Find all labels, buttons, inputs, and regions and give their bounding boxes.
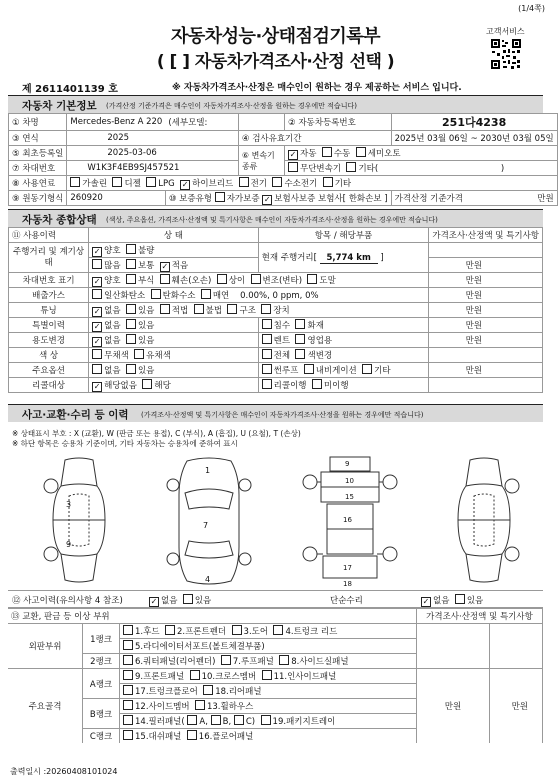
tuning-yes-label: 있음 xyxy=(137,305,155,316)
diagram-number-17: 17 xyxy=(343,564,352,572)
accident-title: 사고·교환·수리 등 이력 xyxy=(22,409,129,421)
color-options xyxy=(89,348,259,363)
diagram-number-15: 15 xyxy=(345,493,354,501)
rent-label: 렌트 xyxy=(273,336,291,346)
checkbox-part-11[interactable] xyxy=(262,670,272,680)
accident-yes-label: 있음 xyxy=(194,596,212,606)
checkbox-color-change[interactable] xyxy=(295,349,305,359)
status-header: 상 태 xyxy=(89,228,259,243)
mileage-label: 주행거리 및 계기상태 xyxy=(9,243,89,273)
checkbox-vin-altered[interactable] xyxy=(251,274,261,284)
pillar-b-label: B, xyxy=(222,717,232,727)
option-none-label: 없음 xyxy=(104,366,121,376)
transmission-label: ⑥ 변속기 종류 xyxy=(238,146,284,176)
checkbox-rent[interactable] xyxy=(262,334,272,344)
status-legend-note: ※ 하단 항목은 승용차 기준이며, 기타 자동차는 승용차에 준하여 표시 xyxy=(12,439,238,448)
checkbox-repair-none[interactable] xyxy=(421,597,431,607)
first-registration-value: 2025-03-06 xyxy=(67,146,238,161)
vin-label: ⑦ 차대번호 xyxy=(9,161,67,176)
price-header: 가격조사·산정액 및 특기사항 xyxy=(429,228,543,243)
car-name-label: ① 차명 xyxy=(9,114,67,131)
main-price: 만원 xyxy=(490,669,543,744)
special-history-options xyxy=(89,318,259,333)
color-full-label: 전체 xyxy=(273,351,291,361)
checkbox-flood[interactable] xyxy=(262,319,272,329)
customer-service-label: 고객서비스 xyxy=(486,27,525,36)
checkbox-diesel[interactable] xyxy=(112,177,122,187)
main-options-options xyxy=(89,363,259,378)
checkbox-electric[interactable] xyxy=(239,177,249,187)
checkbox-vin-mismatch[interactable] xyxy=(217,274,227,284)
page-number: (1/4쪽) xyxy=(518,4,545,13)
part-8-label: 8.사이드실패널 xyxy=(291,657,349,667)
base-price-label: 가격산정 기준가격 xyxy=(394,194,463,204)
checkbox-hydrogen[interactable] xyxy=(272,177,282,187)
manual-label: 수동 xyxy=(333,148,351,159)
mileage-price: 만원 xyxy=(429,258,543,273)
exchange-label: ⑬ 교환, 판금 등 이상 부위 xyxy=(8,609,417,624)
rankC-row xyxy=(120,729,417,744)
special-none-label: 없음 xyxy=(104,320,121,331)
current-mileage-value: 5,774 km xyxy=(320,253,378,264)
other-fuel-label: 기타 xyxy=(334,178,352,189)
engine-type-value: 260920 xyxy=(67,191,165,206)
part-1-label: 1.후드 xyxy=(135,627,160,637)
checkbox-fire[interactable] xyxy=(295,319,305,329)
car-left-side-diagram xyxy=(35,456,123,584)
main-options-items xyxy=(258,363,429,378)
part-12-label: 12.사이드멤버 xyxy=(135,702,190,712)
overall-title: 자동차 종합상태 xyxy=(22,214,97,226)
diagram-number-10: 10 xyxy=(345,477,354,485)
pillar-c-label: C) xyxy=(245,717,256,727)
checkbox-mileage-low[interactable] xyxy=(160,262,170,272)
base-price-unit: 만원 xyxy=(537,194,554,204)
repair-yes-label: 있음 xyxy=(466,596,484,606)
exchange-table xyxy=(8,608,543,743)
overall-table xyxy=(8,227,543,393)
vin-altered-label: 변조(변타) xyxy=(262,275,303,286)
part-13-label: 13.휠하우스 xyxy=(206,702,254,712)
current-mileage-label: 현재 주행거리[ xyxy=(261,253,317,263)
vin-good-label: 양호 xyxy=(104,275,121,286)
checkbox-accident-none[interactable] xyxy=(149,597,159,607)
checkbox-usage-none[interactable] xyxy=(92,337,102,347)
special-price: 만원 xyxy=(429,318,543,333)
checkbox-auto[interactable] xyxy=(288,150,298,160)
option-yes-label: 있음 xyxy=(137,366,155,376)
checkbox-mileage-normal[interactable] xyxy=(126,259,136,269)
checkbox-tuning-none[interactable] xyxy=(92,307,102,317)
rank1-label: 1랭크 xyxy=(83,624,120,654)
other-trans-close: ) xyxy=(498,164,505,174)
checkbox-tuning-illegal[interactable] xyxy=(194,304,204,314)
checkbox-vin-smeared[interactable] xyxy=(307,274,317,284)
checkbox-achromatic[interactable] xyxy=(92,349,102,359)
document-number: 제 2611401139 호 xyxy=(22,84,118,95)
checkbox-option-other[interactable] xyxy=(362,364,372,374)
checkbox-tuning-legal[interactable] xyxy=(160,304,170,314)
insurer-warranty-label: 보험사보증 보험사[ 한화손보 ] xyxy=(274,193,388,204)
outer-panel-label: 외판부위 xyxy=(8,624,83,669)
simple-repair-options xyxy=(421,594,483,607)
part-14-label: 14.필러패널( xyxy=(135,717,185,727)
checkbox-mileage-high[interactable] xyxy=(92,259,102,269)
checkbox-hc[interactable] xyxy=(151,289,161,299)
rankB-row2 xyxy=(120,714,417,729)
fuel-options xyxy=(67,176,557,191)
recall-label: 리콜대상 xyxy=(9,378,89,393)
usage-change-label: 용도변경 xyxy=(9,333,89,348)
diagram-number-9: 9 xyxy=(66,540,72,549)
checkbox-option-none[interactable] xyxy=(92,364,102,374)
color-items xyxy=(258,348,429,363)
checkbox-navigation[interactable] xyxy=(304,364,314,374)
part-6-label: 6.쿼터패널(리어펜더) xyxy=(135,657,216,667)
part-15-label: 15.대쉬패널 xyxy=(135,732,182,742)
checkbox-recall-pending[interactable] xyxy=(312,379,322,389)
diagram-number-3: 3 xyxy=(66,500,72,509)
vin-mismatch-label: 상이 xyxy=(228,275,246,286)
engine-type-label: ⑨ 원동기형식 xyxy=(9,191,67,206)
detail-model-label: (세부모델: xyxy=(165,114,238,131)
tuning-illegal-label: 불법 xyxy=(205,305,223,316)
diesel-label: 디젤 xyxy=(124,178,141,189)
checkbox-mileage-good[interactable] xyxy=(92,247,102,257)
checkbox-manual[interactable] xyxy=(322,147,332,157)
accident-none-label: 없음 xyxy=(161,596,178,606)
simple-repair-label: 단순수리 xyxy=(330,596,363,606)
emission-options xyxy=(89,288,429,303)
part-18-label: 18.리어패널 xyxy=(215,687,262,697)
usage-none-label: 없음 xyxy=(104,335,121,346)
rank1-row1 xyxy=(120,624,417,639)
mileage-low-label: 적음 xyxy=(171,260,189,271)
vin-smeared-label: 도말 xyxy=(319,275,336,286)
hc-label: 탄화수소 xyxy=(162,291,196,301)
gasoline-label: 가솔린 xyxy=(82,178,108,189)
vin-corrosion-label: 부식 xyxy=(137,275,155,286)
rank2-label: 2랭크 xyxy=(83,654,120,669)
chromatic-label: 유채색 xyxy=(146,351,171,361)
main-options-label: 주요옵션 xyxy=(9,363,89,378)
checkbox-other-fuel[interactable] xyxy=(323,177,333,187)
checkbox-recall-na[interactable] xyxy=(92,382,102,392)
rank1-row2 xyxy=(120,639,417,654)
recall-options xyxy=(89,378,259,393)
checkbox-pillar-b[interactable] xyxy=(211,715,221,725)
option-price: 만원 xyxy=(429,363,543,378)
checkbox-part-5[interactable] xyxy=(123,640,133,650)
part-10-label: 10.크로스멤버 xyxy=(201,672,257,682)
checkbox-part-19[interactable] xyxy=(261,715,271,725)
emission-values: 0.00%, 0 ppm, 0% xyxy=(240,291,319,301)
year-label: ③ 연식 xyxy=(9,131,67,146)
checkbox-part-7[interactable] xyxy=(221,655,231,665)
diagram-number-4: 4 xyxy=(205,575,211,584)
checkbox-part-13[interactable] xyxy=(195,700,205,710)
smoke-label: 매연 xyxy=(212,291,230,301)
plate-label: ② 자동차등록번호 xyxy=(285,114,392,131)
vin-price: 만원 xyxy=(429,273,543,288)
vin-mark-options xyxy=(89,273,429,288)
sunroof-label: 썬루프 xyxy=(273,366,299,376)
base-price-cell xyxy=(391,191,557,206)
first-registration-label: ⑤ 최초등록일 xyxy=(9,146,67,161)
checkbox-tuning-yes[interactable] xyxy=(126,304,136,314)
checkbox-co[interactable] xyxy=(92,289,102,299)
usage-price: 만원 xyxy=(429,333,543,348)
transmission-options-row2 xyxy=(285,161,558,176)
checkbox-pillar-a[interactable] xyxy=(187,715,197,725)
checkbox-tuning-device[interactable] xyxy=(261,304,271,314)
print-timestamp: 출력일시 :20260408101024 xyxy=(10,767,118,776)
part-16-label: 16.플로어패널 xyxy=(198,732,254,742)
checkbox-gasoline[interactable] xyxy=(70,177,80,187)
mileage-status-row1 xyxy=(89,243,259,258)
part-9-label: 9.프론트패널 xyxy=(135,672,185,682)
checkbox-lpg[interactable] xyxy=(146,177,156,187)
tuning-structure-label: 구조 xyxy=(239,305,256,316)
basic-info-table xyxy=(8,113,558,206)
page-subtitle: ( [ ] 자동차가격조사·산정 선택 ) xyxy=(156,52,395,72)
items-header: 항목 / 해당부품 xyxy=(258,228,429,243)
main-frame-label: 주요골격 xyxy=(8,669,83,744)
checkbox-part-3[interactable] xyxy=(232,625,242,635)
special-yes-label: 있음 xyxy=(137,320,155,331)
outer-price: 만원 xyxy=(417,669,490,744)
checkbox-recall-done[interactable] xyxy=(262,379,272,389)
special-history-label: 특별이력 xyxy=(9,318,89,333)
checkbox-part-18[interactable] xyxy=(203,685,213,695)
current-mileage-close: ] xyxy=(380,253,384,263)
rankB-row1 xyxy=(120,699,417,714)
part-3-label: 3.도어 xyxy=(243,627,269,637)
rankA-row2 xyxy=(120,684,417,699)
color-label: 색 상 xyxy=(9,348,89,363)
diagram-number-18: 18 xyxy=(343,580,352,588)
hydrogen-label: 수소전기 xyxy=(284,178,318,189)
checkbox-option-yes[interactable] xyxy=(126,364,136,374)
recall-yes-label: 해당 xyxy=(154,380,171,391)
car-right-side-diagram xyxy=(440,456,528,584)
accident-history-row xyxy=(8,590,543,608)
qr-code[interactable] xyxy=(490,38,522,70)
warranty-label: ⑩ 보증유형 xyxy=(168,193,213,204)
tuning-label: 튜닝 xyxy=(9,303,89,318)
fire-label: 화재 xyxy=(307,321,324,331)
rank2-row xyxy=(120,654,417,669)
checkbox-part-10[interactable] xyxy=(190,670,200,680)
checkbox-business[interactable] xyxy=(295,334,305,344)
mileage-normal-label: 보통 xyxy=(137,260,155,271)
tuning-legal-label: 적법 xyxy=(171,305,189,316)
checkbox-mileage-bad[interactable] xyxy=(126,244,136,254)
rankC-label: C랭크 xyxy=(83,729,120,744)
checkbox-sunroof[interactable] xyxy=(262,364,272,374)
checkbox-other-trans[interactable] xyxy=(346,162,356,172)
basic-info-subtitle: (가격산정 기준가격은 매수인이 자동차가격조사·산정을 원하는 경우에만 적습니다) xyxy=(106,102,357,110)
cvt-label: 무단변속기 xyxy=(300,164,342,174)
part-4-label: 4.트렁크 리드 xyxy=(285,627,338,637)
checkbox-smoke[interactable] xyxy=(201,289,211,299)
checkbox-part-2[interactable] xyxy=(165,625,175,635)
hybrid-label: 하이브리드 xyxy=(192,178,234,189)
checkbox-recall-yes[interactable] xyxy=(142,379,152,389)
transmission-options-row1 xyxy=(285,146,558,161)
status-legend: ※ 상태표시 부호 : X (교환), W (판금 또는 용접), C (부식), A (흠집), U (요철), T (손상) xyxy=(12,429,301,438)
checkbox-part-1[interactable] xyxy=(123,625,133,635)
rankA-row1 xyxy=(120,669,417,684)
car-name-value: Mercedes-Benz A 220 xyxy=(67,114,165,131)
diagram-number-7: 7 xyxy=(203,521,209,530)
mileage-high-label: 많음 xyxy=(104,260,121,271)
flood-label: 침수 xyxy=(273,321,291,331)
diagram-number-16: 16 xyxy=(343,516,352,524)
overall-header xyxy=(8,209,543,227)
checkbox-pillar-c[interactable] xyxy=(234,715,244,725)
vin-mark-label: 차대번호 표기 xyxy=(9,273,89,288)
checkbox-part-9[interactable] xyxy=(123,670,133,680)
exchange-price-header: 가격조사·산정액 및 특기사항 xyxy=(417,609,543,624)
checkbox-special-yes[interactable] xyxy=(126,319,136,329)
notice-text: ※ 자동차가격조사·산정은 매수인이 원하는 경우 제공하는 서비스 입니다. xyxy=(172,83,462,93)
recall-done-label: 리콜이행 xyxy=(273,381,307,391)
rankB-label: B랭크 xyxy=(83,699,120,729)
part-11-label: 11.인사이드패널 xyxy=(273,672,337,682)
emission-label: 배출가스 xyxy=(9,288,89,303)
usage-change-items xyxy=(258,333,429,348)
recall-items xyxy=(258,378,429,393)
emission-price: 만원 xyxy=(429,288,543,303)
achromatic-label: 무채색 xyxy=(104,351,129,361)
accident-header xyxy=(8,404,543,422)
tuning-none-label: 없음 xyxy=(104,305,121,316)
checkbox-usage-yes[interactable] xyxy=(126,334,136,344)
business-label: 영업용 xyxy=(307,336,333,346)
part-2-label: 2.프론트펜더 xyxy=(176,627,227,637)
checkbox-part-14[interactable] xyxy=(123,715,133,725)
navigation-label: 내비게이션 xyxy=(315,366,357,376)
pillar-a-label: A, xyxy=(199,717,208,727)
tuning-price: 만원 xyxy=(429,303,543,318)
co-label: 일산화탄소 xyxy=(104,291,146,301)
recall-pending-label: 미이행 xyxy=(323,381,349,391)
checkbox-accident-yes[interactable] xyxy=(183,594,193,604)
part-7-label: 7.루프패널 xyxy=(232,657,274,667)
checkbox-part-8[interactable] xyxy=(279,655,289,665)
usage-history-header: ⑪ 사용이력 xyxy=(9,228,89,243)
other-trans-label: 기타( xyxy=(358,164,379,174)
electric-label: 전기 xyxy=(250,178,268,189)
basic-info-header xyxy=(8,95,543,113)
part-17-label: 17.트렁크플로어 xyxy=(135,687,198,697)
mileage-good-label: 양호 xyxy=(104,245,121,256)
fuel-label: ⑧ 사용연료 xyxy=(9,176,67,191)
checkbox-chromatic[interactable] xyxy=(134,349,144,359)
mileage-status-row2 xyxy=(89,258,259,273)
auto-label: 자동 xyxy=(300,148,317,159)
year-value: 2025 xyxy=(67,131,238,146)
part-19-label: 19.패키지트레이 xyxy=(272,717,336,727)
diagram-number-9-frame: 9 xyxy=(345,460,350,468)
semi-auto-label: 세미오토 xyxy=(367,148,401,159)
mileage-bad-label: 불량 xyxy=(137,245,155,256)
tuning-device-label: 장치 xyxy=(273,305,290,316)
usage-change-options xyxy=(89,333,259,348)
checkbox-part-6[interactable] xyxy=(123,655,133,665)
inspection-validity-value: 2025년 03월 06일 ~ 2030년 03월 05일 xyxy=(391,131,557,146)
accident-subtitle: (가격조사·산정액 및 특기사항은 매수인이 자동차가격조사·산정을 원하는 경우에만 적습니다) xyxy=(141,411,424,419)
checkbox-special-none[interactable] xyxy=(92,322,102,332)
plate-value: 251다4238 xyxy=(391,114,557,131)
checkbox-repair-yes[interactable] xyxy=(455,594,465,604)
diagram-number-1: 1 xyxy=(205,466,211,475)
rankA-label: A랭크 xyxy=(83,669,120,699)
checkbox-insurer-warranty[interactable] xyxy=(262,195,272,205)
lpg-label: LPG xyxy=(158,178,175,189)
checkbox-color-full[interactable] xyxy=(262,349,272,359)
vin-value: W1K3F4EB9SJ457521 xyxy=(67,161,238,176)
accident-history-label: ⑫ 사고이력(유의사항 4 참조) xyxy=(12,596,123,606)
part-5-label: 5.라디에이터서포트(볼트체결부품) xyxy=(135,642,265,652)
checkbox-tuning-structure[interactable] xyxy=(227,304,237,314)
special-history-items xyxy=(258,318,429,333)
color-change-label: 색변경 xyxy=(307,351,333,361)
checkbox-part-12[interactable] xyxy=(123,700,133,710)
basic-info-title: 자동차 기본정보 xyxy=(22,100,97,112)
overall-subtitle: (색상, 주요옵션, 가격조사·산정액 및 특기사항은 매수인이 자동차가격조사·산정을 원하는 경우에만 적습니다) xyxy=(106,216,438,224)
checkbox-semi-auto[interactable] xyxy=(356,147,366,157)
page-title: 자동차성능·상태점검기록부 xyxy=(171,26,380,47)
checkbox-hybrid[interactable] xyxy=(180,180,190,190)
option-other-label: 기타 xyxy=(374,366,391,376)
checkbox-part-4[interactable] xyxy=(273,625,283,635)
warranty-options xyxy=(165,191,391,206)
recall-na-label: 해당없음 xyxy=(104,380,137,391)
vin-damage-label: 훼손(오손) xyxy=(171,275,212,286)
current-mileage-cell xyxy=(258,243,429,273)
checkbox-cvt[interactable] xyxy=(288,162,298,172)
repair-none-label: 없음 xyxy=(433,596,450,606)
tuning-options xyxy=(89,303,429,318)
checkbox-vin-corrosion[interactable] xyxy=(126,274,136,284)
checkbox-part-17[interactable] xyxy=(123,685,133,695)
accident-history-options xyxy=(149,594,211,607)
checkbox-self-warranty[interactable] xyxy=(215,192,225,202)
checkbox-vin-damage[interactable] xyxy=(160,274,170,284)
self-warranty-label: 자가보증 xyxy=(226,193,260,204)
checkbox-part-16[interactable] xyxy=(187,730,197,740)
checkbox-vin-good[interactable] xyxy=(92,277,102,287)
inspection-validity-label: ④ 검사유효기간 xyxy=(238,131,391,146)
usage-yes-label: 있음 xyxy=(137,335,155,346)
checkbox-part-15[interactable] xyxy=(123,730,133,740)
